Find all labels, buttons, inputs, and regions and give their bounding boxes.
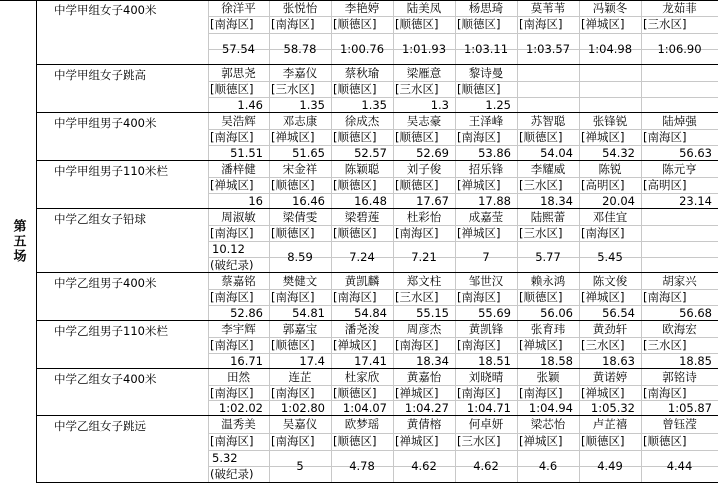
event-separator — [36, 272, 718, 273]
athlete-name: 吴志豪 — [406, 114, 442, 128]
athlete-district: [禅城区] — [395, 385, 439, 400]
athlete-name: 黄嘉怡 — [406, 370, 442, 384]
athlete-district: [南海区] — [519, 17, 563, 32]
athlete-result: 56.68 — [679, 306, 712, 320]
athlete-name: 连芷 — [288, 370, 312, 384]
athlete-result: 1.25 — [485, 98, 511, 112]
athlete-district: [三水区] — [581, 338, 625, 352]
athlete-result: 52.57 — [354, 146, 387, 160]
athlete-district: [禅城区] — [581, 290, 625, 304]
athlete-result: 17.4 — [299, 354, 325, 368]
athlete-result: 17.41 — [354, 354, 387, 368]
athlete-district: [禅城区] — [210, 178, 254, 192]
event-name: 中学乙组男子400米 — [54, 276, 157, 290]
athlete-name: 黄倩榕 — [406, 417, 442, 431]
athlete-name: 黄凯麟 — [344, 274, 380, 288]
athlete-result: 5.32 — [212, 450, 238, 465]
athlete-district: [顺德区] — [395, 130, 439, 144]
athlete-name: 张育玮 — [530, 322, 566, 336]
athlete-result: 54.81 — [292, 306, 325, 320]
athlete-result: 16 — [248, 194, 263, 208]
athlete-district: [南海区] — [210, 385, 254, 400]
section-left-border — [36, 0, 37, 483]
athlete-name: 何卓妍 — [468, 417, 504, 431]
session-label-cell — [0, 0, 36, 483]
athlete-result: 7 — [482, 250, 490, 264]
athlete-name: 梁倩雯 — [282, 210, 318, 224]
athlete-name: 黎诗曼 — [468, 66, 504, 80]
athlete-district: [顺德区] — [457, 82, 501, 96]
athlete-name: 曾钰滢 — [662, 417, 697, 431]
athlete-district: [顺德区] — [333, 130, 377, 144]
grid-subline — [208, 241, 718, 242]
athlete-district: [南海区] — [643, 130, 687, 144]
athlete-result: 52.86 — [230, 306, 263, 320]
athlete-result: 54.84 — [354, 306, 387, 320]
athlete-district: [顺德区] — [457, 17, 501, 32]
athlete-name: 王泽峰 — [468, 114, 504, 128]
athlete-district: [三水区] — [519, 226, 563, 240]
athlete-district: [南海区] — [210, 433, 254, 448]
athlete-name: 郭铭诗 — [662, 370, 697, 384]
athlete-result: 52.69 — [416, 146, 449, 160]
athlete-name: 周彦杰 — [406, 322, 442, 336]
athlete-result: 53.86 — [478, 146, 511, 160]
athlete-name: 梁雁意 — [406, 66, 442, 80]
table-top-border — [0, 0, 718, 1]
athlete-district: [高明区] — [581, 178, 625, 192]
athlete-name: 苏智聪 — [530, 114, 566, 128]
athlete-district: [顺德区] — [519, 290, 563, 304]
athlete-result: 56.54 — [602, 306, 635, 320]
athlete-district: [三水区] — [457, 433, 501, 448]
athlete-name: 陈文俊 — [592, 274, 628, 288]
athlete-name: 陆美凤 — [406, 1, 442, 15]
athlete-name: 温秀美 — [221, 417, 256, 431]
event-name: 中学乙组女子跳远 — [54, 419, 146, 433]
athlete-result: 1.46 — [237, 98, 263, 112]
athlete-district: [禅城区] — [395, 433, 439, 448]
athlete-result: 1:04.98 — [587, 41, 633, 56]
event-name: 中学甲组女子400米 — [54, 3, 157, 17]
athlete-name: 樊健文 — [282, 274, 318, 288]
athlete-result: 4.49 — [597, 458, 623, 473]
athlete-name: 杜彩怡 — [406, 210, 442, 224]
athlete-name: 张悦怡 — [282, 1, 318, 15]
athlete-name: 黄劲轩 — [592, 322, 628, 336]
athlete-result: 18.34 — [416, 354, 449, 368]
athlete-district: [禅城区] — [581, 385, 625, 400]
athlete-result: 18.51 — [478, 354, 511, 368]
athlete-result: 5.77 — [535, 250, 561, 264]
athlete-result: 57.54 — [222, 41, 255, 56]
athlete-result: 1:04.94 — [528, 401, 573, 416]
event-name: 中学乙组女子400米 — [54, 372, 157, 386]
athlete-name: 张颖 — [536, 370, 560, 384]
athlete-name: 刘子俊 — [406, 162, 442, 176]
athlete-result: 1:01.93 — [401, 41, 447, 56]
athlete-result: 1.35 — [361, 98, 387, 112]
athlete-district: [顺德区] — [395, 17, 439, 32]
athlete-district: [南海区] — [333, 290, 377, 304]
athlete-name: 李艳婷 — [344, 1, 380, 15]
athlete-district: [高明区] — [643, 178, 687, 192]
athlete-district: [南海区] — [210, 130, 254, 144]
grid-subline — [208, 450, 718, 451]
athlete-district: [顺德区] — [333, 17, 377, 32]
athlete-result: 16.71 — [230, 354, 263, 368]
athlete-district: [顺德区] — [271, 226, 315, 240]
athlete-district: [顺德区] — [519, 130, 563, 144]
athlete-name: 梁碧莲 — [344, 210, 380, 224]
athlete-result: 1:03.57 — [525, 41, 571, 56]
athlete-district: [南海区] — [271, 290, 315, 304]
athlete-district: [南海区] — [271, 433, 315, 448]
athlete-name: 蔡嘉铭 — [221, 274, 256, 288]
athlete-name: 刘晓晴 — [468, 370, 504, 384]
athlete-name: 黄诺婷 — [592, 370, 628, 384]
athlete-district: [禅城区] — [457, 226, 501, 240]
athlete-result: 18.34 — [540, 194, 573, 208]
athlete-name: 成嘉莹 — [468, 210, 504, 224]
athlete-result: 1:04.71 — [466, 401, 511, 416]
athlete-name: 郭嘉宝 — [282, 322, 318, 336]
athlete-district: [三水区] — [519, 178, 563, 192]
athlete-district: [禅城区] — [457, 178, 501, 192]
athlete-result: 56.06 — [540, 306, 573, 320]
athlete-district: [禅城区] — [271, 130, 315, 144]
athlete-result: 51.51 — [230, 146, 263, 160]
event-name: 中学甲组女子跳高 — [54, 68, 146, 82]
record-note: (破纪录) — [210, 258, 254, 272]
event-name: 中学乙组男子110米栏 — [54, 324, 168, 338]
athlete-district: [南海区] — [210, 338, 254, 352]
athlete-name: 欧海宏 — [662, 322, 697, 336]
athlete-name: 龙茹菲 — [662, 1, 697, 15]
athlete-district: [南海区] — [395, 338, 439, 352]
athlete-result: 4.44 — [666, 458, 693, 473]
athlete-name: 宋金祥 — [282, 162, 318, 176]
athlete-district: [三水区] — [395, 82, 439, 96]
athlete-name: 吴嘉仪 — [282, 417, 318, 431]
athlete-name: 张锋锐 — [592, 114, 628, 128]
athlete-result: 1:02.80 — [280, 401, 325, 416]
athlete-name: 潘梓健 — [221, 162, 256, 176]
athlete-name: 冯颖冬 — [592, 1, 628, 15]
athlete-district: [顺德区] — [271, 178, 315, 192]
athlete-district: [顺德区] — [333, 226, 377, 240]
athlete-result: 8.59 — [287, 250, 313, 264]
athlete-result: 17.88 — [478, 194, 511, 208]
athlete-district: [禅城区] — [581, 130, 625, 144]
athlete-result: 55.15 — [416, 306, 449, 320]
grid-subline — [208, 33, 718, 34]
athlete-district: [南海区] — [457, 385, 501, 400]
athlete-result: 58.78 — [283, 41, 317, 56]
athlete-district: [三水区] — [643, 17, 687, 32]
athlete-district: [顺德区] — [210, 82, 254, 96]
athlete-result: 23.14 — [679, 194, 712, 208]
athlete-result: 4.62 — [411, 458, 437, 473]
athlete-district: [南海区] — [457, 290, 501, 304]
athlete-result: 54.32 — [602, 146, 635, 160]
athlete-district: [顺德区] — [333, 433, 377, 448]
athlete-result: 5.45 — [597, 250, 623, 264]
athlete-name: 杜家欣 — [344, 370, 380, 384]
athlete-result: 16.46 — [292, 194, 325, 208]
athlete-name: 郭思尧 — [221, 66, 256, 80]
athlete-result: 51.65 — [292, 146, 325, 160]
athlete-district: [顺德区] — [333, 385, 377, 400]
athlete-result: 4.62 — [473, 458, 499, 473]
athlete-result: 56.63 — [679, 146, 712, 160]
athlete-result: 5 — [296, 458, 304, 473]
athlete-result: 17.67 — [416, 194, 449, 208]
athlete-name: 潘尧浚 — [344, 322, 380, 336]
athlete-district: [顺德区] — [643, 433, 687, 448]
event-separator — [36, 64, 718, 65]
athlete-name: 田然 — [227, 370, 250, 384]
athlete-name: 蔡秋瑜 — [344, 66, 380, 80]
athlete-district: [南海区] — [643, 290, 687, 304]
athlete-district: [顺德区] — [333, 178, 377, 192]
athlete-name: 梁芯怡 — [530, 417, 566, 431]
athlete-name: 李宇辉 — [221, 322, 256, 336]
athlete-district: [顺德区] — [333, 82, 377, 96]
session-label: 第五场 — [10, 219, 26, 264]
athlete-result: 1:06.90 — [657, 41, 702, 56]
athlete-name: 陆熙蕾 — [530, 210, 566, 224]
athlete-name: 黄凯锋 — [468, 322, 504, 336]
athlete-name: 陈元亨 — [662, 162, 697, 176]
athlete-result: 4.6 — [538, 458, 558, 473]
athlete-district: [禅城区] — [519, 338, 563, 352]
athlete-name: 郑文柱 — [406, 274, 442, 288]
athlete-result: 18.63 — [602, 354, 635, 368]
athlete-district: [南海区] — [643, 385, 687, 400]
athlete-name: 周淑敏 — [221, 210, 256, 224]
athlete-district: [禅城区] — [519, 433, 563, 448]
athlete-name: 莫苇苇 — [530, 1, 566, 15]
athlete-result: 1.3 — [430, 98, 449, 112]
athlete-district: [南海区] — [271, 385, 315, 400]
athlete-result: 1:05.87 — [667, 401, 712, 416]
athlete-name: 胡家兴 — [662, 274, 697, 288]
athlete-name: 赖永鸿 — [530, 274, 566, 288]
athlete-district: [南海区] — [581, 226, 625, 240]
athlete-name: 邓佳宜 — [592, 210, 628, 224]
athlete-district: [南海区] — [519, 385, 563, 400]
athlete-result: 1:04.27 — [404, 401, 449, 416]
athlete-name: 徐成杰 — [344, 114, 380, 128]
athlete-district: [三水区] — [271, 82, 315, 96]
athlete-district: [三水区] — [395, 290, 439, 304]
athlete-district: [南海区] — [457, 130, 501, 144]
athlete-result: 20.04 — [602, 194, 635, 208]
athlete-district: [南海区] — [210, 290, 254, 304]
athlete-district: [禅城区] — [333, 338, 377, 352]
athlete-name: 陈锐 — [598, 162, 622, 176]
athlete-name: 招乐锋 — [468, 162, 504, 176]
athlete-name: 卢芷禧 — [592, 417, 628, 431]
athlete-district: [顺德区] — [581, 433, 625, 448]
athlete-district: [南海区] — [271, 17, 315, 32]
athlete-name: 邹世汉 — [468, 274, 504, 288]
athlete-result: 1:03.11 — [463, 41, 509, 56]
athlete-result: 1:05.32 — [590, 401, 635, 416]
athlete-name: 吴浩辉 — [221, 114, 256, 128]
event-name: 中学乙组女子铅球 — [54, 212, 146, 226]
athlete-result: 54.04 — [540, 146, 573, 160]
event-name: 中学甲组男子110米栏 — [54, 164, 168, 178]
athlete-name: 杨思琦 — [468, 1, 504, 15]
athlete-result: 16.48 — [354, 194, 387, 208]
athlete-district: [禅城区] — [581, 17, 625, 32]
athlete-result: 4.78 — [349, 458, 375, 473]
athlete-name: 邓志康 — [282, 114, 318, 128]
athlete-result: 7.24 — [349, 250, 375, 264]
athlete-district: [顺德区] — [271, 338, 315, 352]
athlete-name: 欧梦瑶 — [344, 417, 380, 431]
athlete-name: 李耀威 — [530, 162, 566, 176]
record-note: (破纪录) — [210, 467, 254, 482]
athlete-result: 1:04.07 — [342, 401, 387, 416]
athlete-name: 徐洋平 — [221, 1, 256, 15]
event-name: 中学甲组男子400米 — [54, 116, 157, 130]
athlete-name: 陈颖聪 — [344, 162, 380, 176]
athlete-name: 李嘉仪 — [282, 66, 318, 80]
athlete-result: 1:02.02 — [218, 401, 263, 416]
athlete-result: 1.35 — [299, 98, 325, 112]
athlete-result: 1:00.76 — [339, 41, 385, 56]
athlete-district: [顺德区] — [395, 178, 439, 192]
athlete-result: 18.85 — [679, 354, 712, 368]
athlete-result: 10.12 — [212, 242, 245, 256]
athlete-district: [南海区] — [210, 226, 254, 240]
athlete-district: [南海区] — [210, 17, 254, 32]
athlete-district: [南海区] — [395, 226, 439, 240]
athlete-result: 7.21 — [411, 250, 437, 264]
athlete-district: [三水区] — [643, 338, 687, 352]
athlete-result: 55.69 — [478, 306, 511, 320]
athlete-district: [南海区] — [457, 338, 501, 352]
athlete-result: 18.58 — [540, 354, 573, 368]
athlete-name: 陆焯强 — [662, 114, 697, 128]
